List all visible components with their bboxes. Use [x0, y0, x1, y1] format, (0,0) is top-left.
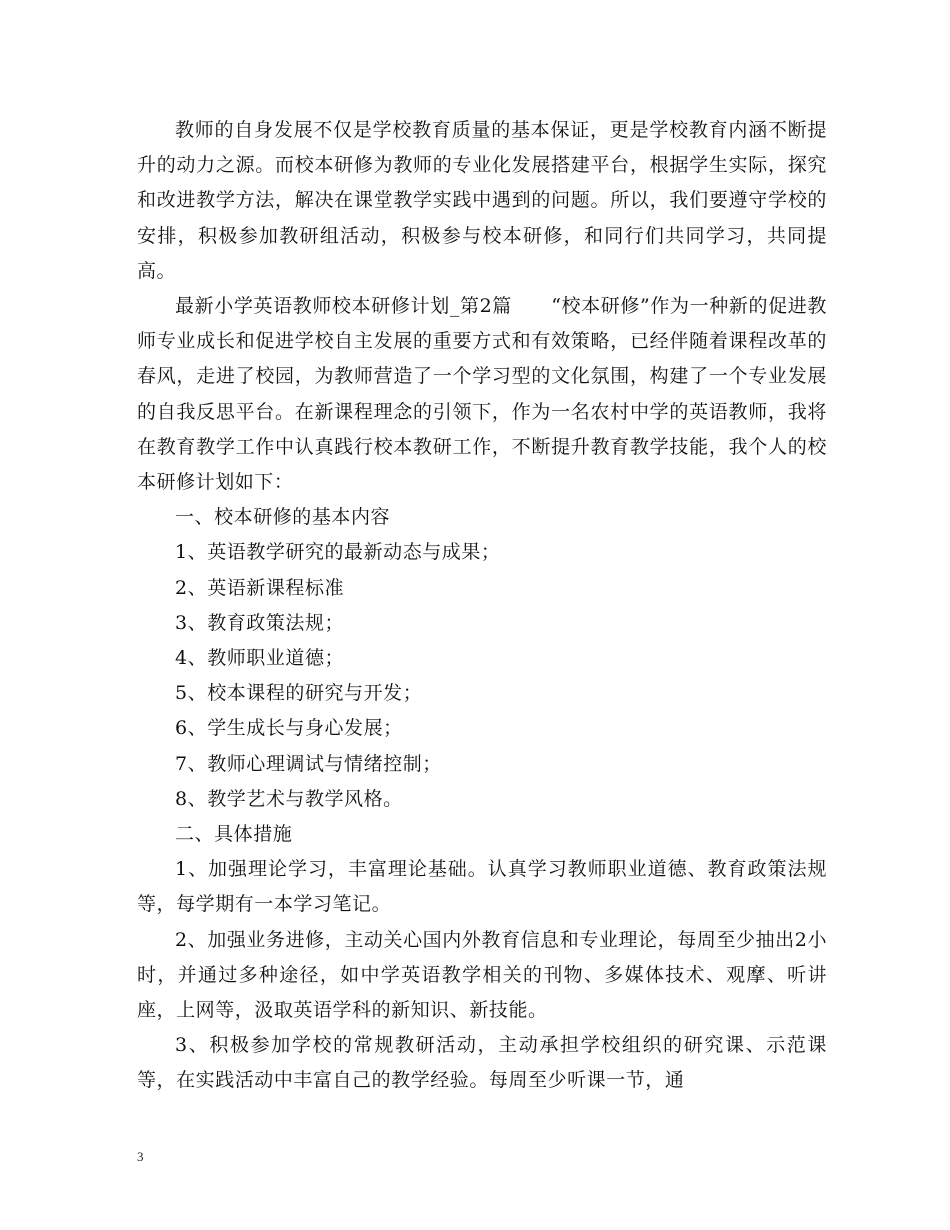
- paragraph-intro: 教师的自身发展不仅是学校教育质量的基本保证，更是学校教育内涵不断提升的动力之源。而校本研修为教师的专业化发展搭建平台，根据学生实际，探究和改进教学方法，解决在课堂教学实践中遇到的问题。所以，我们要遵守学校的安排，积极参加教研组活动，积极参与校本研修，和同行们共同学习，共同提高。: [137, 119, 827, 282]
- document-body: [137, 113, 827, 1099]
- list-item: 3、教育政策法规；: [175, 611, 345, 634]
- paragraph-plan-heading: 最新小学英语教师校本研修计划_第2篇 “校本研修”作为一种新的促进教师专业成长和促进学校自主发展的重要方式和有效策略，已经伴随着课程改革的春风，走进了校园，为教师营造了一个学习型的文化氛围，构建了一个专业发展的自我反思平台。在新课程理念的引领下，作为一名农村中学的英语教师，我将在教育教学工作中认真践行校本教研工作，不断提升教育教学技能，我个人的校本研修计划如下：: [137, 295, 827, 494]
- list-item: 5、校本课程的研究与开发；: [175, 682, 423, 705]
- section-heading-measures: 二、具体措施: [175, 823, 293, 846]
- list-item: 8、教学艺术与教学风格。: [175, 787, 403, 810]
- measure-item: 1、加强理论学习，丰富理论基础。认真学习教师职业道德、教育政策法规等，每学期有一本学习笔记。: [137, 858, 827, 916]
- section-heading-basic-content: 一、校本研修的基本内容: [175, 506, 391, 529]
- measure-item: 3、积极参加学校的常规教研活动，主动承担学校组织的研究课、示范课等，在实践活动中丰富自己的教学经验。每周至少听课一节，通: [137, 1034, 827, 1092]
- list-item: 7、教师心理调试与情绪控制；: [175, 752, 442, 775]
- page-number: 3: [137, 1149, 144, 1164]
- list-item: 6、学生成长与身心发展；: [175, 717, 403, 740]
- measure-item: 2、加强业务进修，主动关心国内外教育信息和专业理论，每周至少抽出2小时，并通过多种途径，如中学英语教学相关的刊物、多媒体技术、观摩、听讲座，上网等，汲取英语学科的新知识、新技能。: [137, 928, 827, 1022]
- list-item: 1、英语教学研究的最新动态与成果；: [175, 541, 501, 564]
- list-item: 2、英语新课程标准: [175, 576, 345, 599]
- list-item: 4、教师职业道德；: [175, 647, 345, 670]
